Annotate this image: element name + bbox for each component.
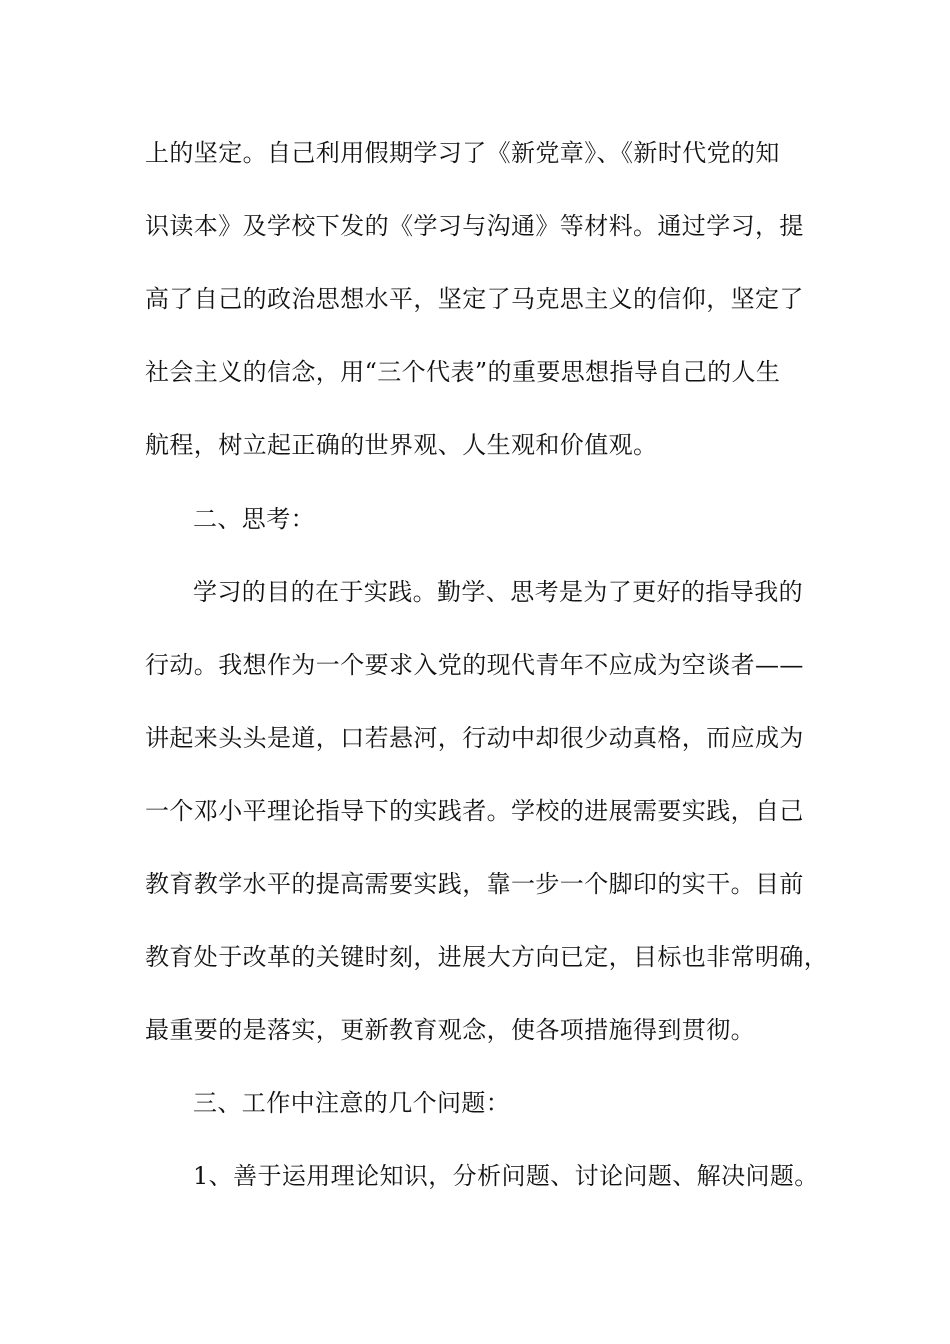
text-line: 一个邓小平理论指导下的实践者。学校的进展需要实践，自己 — [145, 797, 804, 825]
text-line: 讲起来头头是道，口若悬河，行动中却很少动真格，而应成为 — [145, 724, 804, 752]
text-line: 上的坚定。自己利用假期学习了《新党章》、《新时代党的知 — [145, 139, 780, 167]
section-heading: 二、思考： — [193, 505, 315, 533]
text-line: 行动。我想作为一个要求入党的现代青年不应成为空谈者—— — [145, 651, 804, 679]
text-line: 识读本》及学校下发的《学习与沟通》等材料。通过学习，提 — [145, 212, 804, 240]
list-item: 1、善于运用理论知识，分析问题、讨论问题、解决问题。 — [193, 1162, 819, 1190]
text-line: 教育教学水平的提高需要实践，靠一步一个脚印的实干。目前 — [145, 870, 804, 898]
text-line: 教育处于改革的关键时刻，进展大方向已定，目标也非常明确， — [145, 943, 829, 971]
text-line: 高了自己的政治思想水平，坚定了马克思主义的信仰，坚定了 — [145, 285, 804, 313]
text-line: 学习的目的在于实践。勤学、思考是为了更好的指导我的 — [193, 578, 803, 606]
section-heading: 三、工作中注意的几个问题： — [193, 1089, 511, 1117]
text-line: 航程，树立起正确的世界观、人生观和价值观。 — [145, 431, 658, 459]
text-line: 最重要的是落实，更新教育观念，使各项措施得到贯彻。 — [145, 1016, 755, 1044]
text-line: 社会主义的信念，用“三个代表”的重要思想指导自己的人生 — [145, 358, 781, 386]
